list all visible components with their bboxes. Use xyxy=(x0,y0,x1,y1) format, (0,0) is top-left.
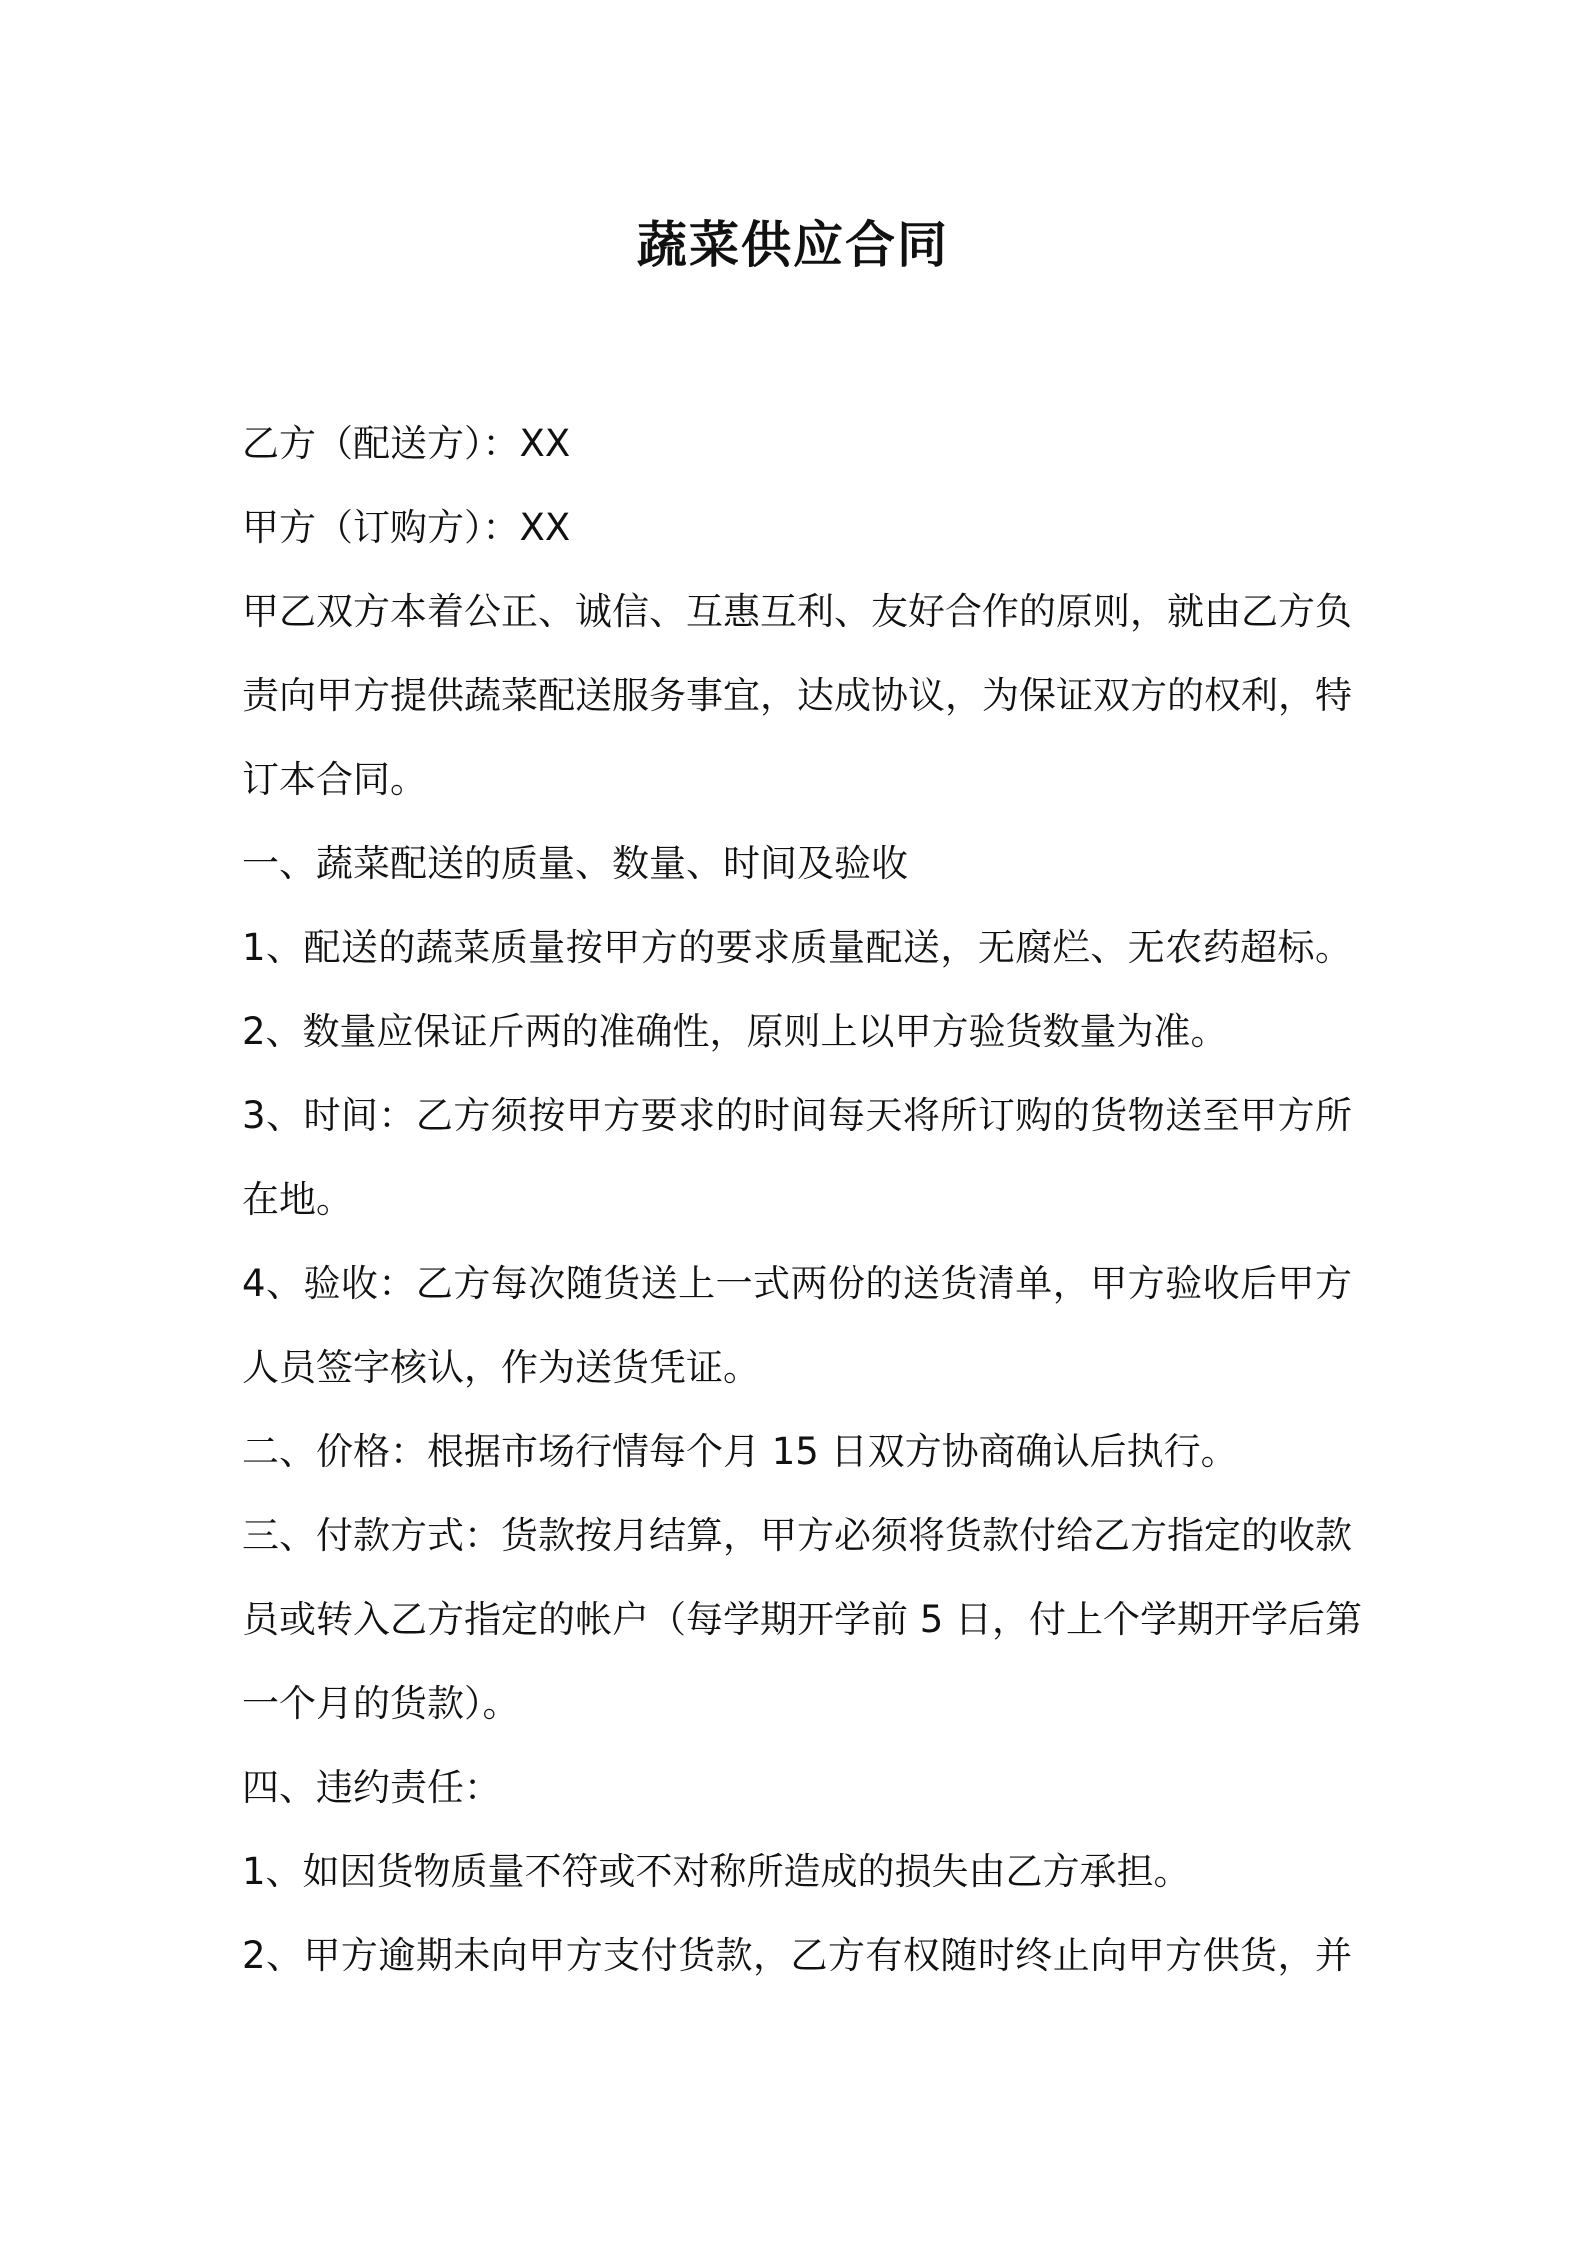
document-line: 四、违约责任： xyxy=(242,1766,501,1809)
document-line: 责向甲方提供蔬菜配送服务事宜，达成协议，为保证双方的权利，特 xyxy=(242,674,1352,717)
document-line: 2、数量应保证斤两的准确性，原则上以甲方验货数量为准。 xyxy=(242,1010,1228,1053)
document-line: 在地。 xyxy=(242,1178,353,1221)
document-line: 乙方（配送方）：XX xyxy=(242,422,571,465)
document-line: 一、蔬菜配送的质量、数量、时间及验收 xyxy=(242,842,908,885)
document-line: 员或转入乙方指定的帐户（每学期开学前 5 日，付上个学期开学后第 xyxy=(242,1598,1363,1641)
document-line: 二、价格：根据市场行情每个月 15 日双方协商确认后执行。 xyxy=(242,1430,1238,1473)
document-line: 订本合同。 xyxy=(242,758,427,801)
document-title: 蔬菜供应合同 xyxy=(637,216,949,274)
document-line: 三、付款方式：货款按月结算，甲方必须将货款付给乙方指定的收款 xyxy=(242,1514,1352,1557)
document-line: 3、时间：乙方须按甲方要求的时间每天将所订购的货物送至甲方所 xyxy=(242,1094,1352,1137)
document-line: 甲方（订购方）：XX xyxy=(242,506,571,549)
document-body xyxy=(242,402,1363,1998)
document-line: 2、甲方逾期未向甲方支付货款，乙方有权随时终止向甲方供货，并 xyxy=(242,1934,1352,1977)
document-line: 1、如因货物质量不符或不对称所造成的损失由乙方承担。 xyxy=(242,1850,1191,1893)
document-line: 4、验收：乙方每次随货送上一式两份的送货清单，甲方验收后甲方 xyxy=(242,1262,1352,1305)
document-line: 一个月的货款）。 xyxy=(242,1682,520,1725)
document-line: 1、配送的蔬菜质量按甲方的要求质量配送，无腐烂、无农药超标。 xyxy=(242,926,1352,969)
document-line: 人员签字核认，作为送货凭证。 xyxy=(242,1346,760,1389)
document-line: 甲乙双方本着公正、诚信、互惠互利、友好合作的原则，就由乙方负 xyxy=(242,590,1352,633)
